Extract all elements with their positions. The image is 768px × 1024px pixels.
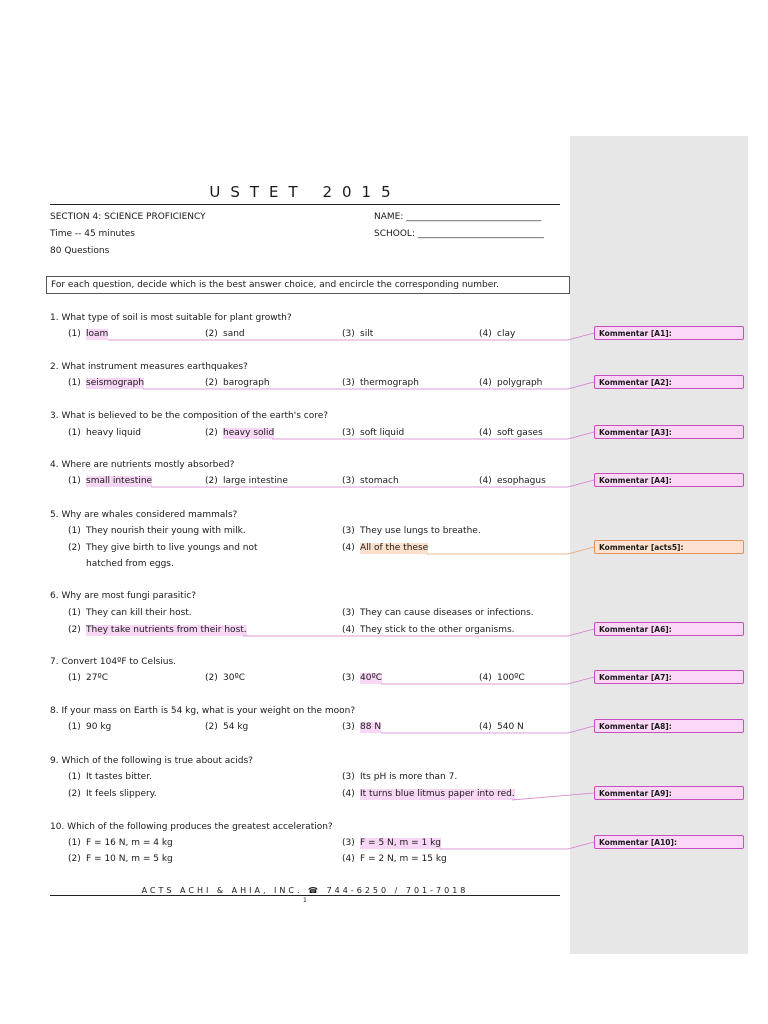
q7-option-4[interactable]: 100ºC xyxy=(497,673,525,683)
q3-option-4-num: (4) xyxy=(479,428,492,438)
q10-option-3-num: (3) xyxy=(342,838,355,848)
q2-option-2-num: (2) xyxy=(205,378,218,388)
q3-option-3-num: (3) xyxy=(342,428,355,438)
q7-option-2[interactable]: 30ºC xyxy=(223,673,245,683)
connector-acts5 xyxy=(427,547,594,554)
q4-option-2[interactable]: large intestine xyxy=(223,476,288,486)
q10-option-2[interactable]: F = 10 N, m = 5 kg xyxy=(86,854,173,864)
q2-option-3-num: (3) xyxy=(342,378,355,388)
q1-option-2-num: (2) xyxy=(205,329,218,339)
footer-rule xyxy=(50,895,560,896)
question-9: 9. Which of the following is true about acids? xyxy=(50,756,253,766)
q7-option-1-num: (1) xyxy=(68,673,81,683)
question-count: 80 Questions xyxy=(50,246,110,256)
q3-option-1-num: (1) xyxy=(68,428,81,438)
instructions-box xyxy=(46,276,570,294)
question-5: 5. Why are whales considered mammals? xyxy=(50,510,238,520)
q1-option-2[interactable]: sand xyxy=(223,329,245,339)
comment-a7[interactable]: Kommentar [A7]: xyxy=(594,670,744,684)
comment-a4[interactable]: Kommentar [A4]: xyxy=(594,473,744,487)
q3-option-3[interactable]: soft liquid xyxy=(360,428,405,438)
q4-option-4-num: (4) xyxy=(479,476,492,486)
comment-a10[interactable]: Kommentar [A10]: xyxy=(594,835,744,849)
instructions-text: For each question, decide which is the best answer choice, and encircle the corresponding number. xyxy=(51,280,499,290)
q10-option-4[interactable]: F = 2 N, m = 15 kg xyxy=(360,854,447,864)
q6-option-4[interactable]: They stick to the other organisms. xyxy=(360,625,515,635)
comment-acts5[interactable]: Kommentar [acts5]: xyxy=(594,540,744,554)
comment-a8[interactable]: Kommentar [A8]: xyxy=(594,719,744,733)
question-6: 6. Why are most fungi parasitic? xyxy=(50,591,197,601)
q4-option-4[interactable]: esophagus xyxy=(497,476,546,486)
q9-option-1-num: (1) xyxy=(68,772,81,782)
footer-company: ACTS ACHI & AHIA, INC. ☎ 744-6250 / 701-7018 xyxy=(141,886,469,895)
q10-option-1-num: (1) xyxy=(68,838,81,848)
q1-option-4-num: (4) xyxy=(479,329,492,339)
q7-option-1[interactable]: 27ºC xyxy=(86,673,108,683)
q5-option-2[interactable]: They give birth to live youngs and not xyxy=(86,543,258,553)
q10-option-2-num: (2) xyxy=(68,854,81,864)
q5-option-3[interactable]: They use lungs to breathe. xyxy=(360,526,481,536)
q1-option-3-num: (3) xyxy=(342,329,355,339)
question-10: 10. Which of the following produces the greatest acceleration? xyxy=(50,822,333,832)
q6-option-3[interactable]: They can cause diseases or infections. xyxy=(360,608,534,618)
q1-option-3[interactable]: silt xyxy=(360,329,374,339)
q9-option-2[interactable]: It feels slippery. xyxy=(86,789,157,799)
q7-option-4-num: (4) xyxy=(479,673,492,683)
q9-option-1[interactable]: It tastes bitter. xyxy=(86,772,152,782)
page-number: 1 xyxy=(303,897,307,904)
title-rule xyxy=(50,204,560,205)
q9-option-4[interactable]: It turns blue litmus paper into red. xyxy=(360,789,515,799)
q6-option-2-num: (2) xyxy=(68,625,81,635)
q6-option-2[interactable]: They take nutrients from their host. xyxy=(86,625,247,635)
q2-option-3[interactable]: thermograph xyxy=(360,378,419,388)
q4-option-3-num: (3) xyxy=(342,476,355,486)
q4-option-3[interactable]: stomach xyxy=(360,476,399,486)
q5-option-4-num: (4) xyxy=(342,543,355,553)
q10-option-1[interactable]: F = 16 N, m = 4 kg xyxy=(86,838,173,848)
question-8: 8. If your mass on Earth is 54 kg, what is your weight on the moon? xyxy=(50,706,356,716)
connector-a3 xyxy=(272,432,594,439)
q5-option-2-num: (2) xyxy=(68,543,81,553)
comment-a6[interactable]: Kommentar [A6]: xyxy=(594,622,744,636)
q7-option-3[interactable]: 40ºC xyxy=(360,673,382,683)
q9-option-3-num: (3) xyxy=(342,772,355,782)
comment-a2[interactable]: Kommentar [A2]: xyxy=(594,375,744,389)
q8-option-4-num: (4) xyxy=(479,722,492,732)
q1-option-1[interactable]: loam xyxy=(86,329,109,339)
question-4: 4. Where are nutrients mostly absorbed? xyxy=(50,460,235,470)
q8-option-4[interactable]: 540 N xyxy=(497,722,524,732)
q8-option-3-num: (3) xyxy=(342,722,355,732)
q8-option-1[interactable]: 90 kg xyxy=(86,722,112,732)
q8-option-3[interactable]: 88 N xyxy=(360,722,382,732)
q1-option-4[interactable]: clay xyxy=(497,329,516,339)
q3-option-2-num: (2) xyxy=(205,428,218,438)
q5-option-2-cont[interactable]: hatched from eggs. xyxy=(86,559,174,569)
q2-option-4-num: (4) xyxy=(479,378,492,388)
question-2: 2. What instrument measures earthquakes? xyxy=(50,362,248,372)
q7-option-2-num: (2) xyxy=(205,673,218,683)
q8-option-2[interactable]: 54 kg xyxy=(223,722,249,732)
q9-option-3[interactable]: Its pH is more than 7. xyxy=(360,772,458,782)
comment-a1[interactable]: Kommentar [A1]: xyxy=(594,326,744,340)
q9-option-4-num: (4) xyxy=(342,789,355,799)
question-3: 3. What is believed to be the composition of the earth's core? xyxy=(50,411,329,421)
q8-option-1-num: (1) xyxy=(68,722,81,732)
q8-option-2-num: (2) xyxy=(205,722,218,732)
time-label: Time -- 45 minutes xyxy=(50,229,135,239)
q10-option-4-num: (4) xyxy=(342,854,355,864)
document-title: USTET 2015 xyxy=(209,183,401,201)
question-1: 1. What type of soil is most suitable for plant growth? xyxy=(50,313,292,323)
q5-option-1-num: (1) xyxy=(68,526,81,536)
q3-option-2[interactable]: heavy solid xyxy=(223,428,275,438)
q5-option-1[interactable]: They nourish their young with milk. xyxy=(86,526,246,536)
q4-option-1[interactable]: small intestine xyxy=(86,476,153,486)
comment-a3[interactable]: Kommentar [A3]: xyxy=(594,425,744,439)
q9-option-2-num: (2) xyxy=(68,789,81,799)
q6-option-1-num: (1) xyxy=(68,608,81,618)
name-field[interactable]: NAME: ______________________________ xyxy=(374,212,542,222)
section-label: SECTION 4: SCIENCE PROFICIENCY xyxy=(50,212,206,222)
q4-option-2-num: (2) xyxy=(205,476,218,486)
q6-option-4-num: (4) xyxy=(342,625,355,635)
q6-option-1[interactable]: They can kill their host. xyxy=(86,608,192,618)
q2-option-2[interactable]: barograph xyxy=(223,378,270,388)
q1-option-1-num: (1) xyxy=(68,329,81,339)
q5-option-3-num: (3) xyxy=(342,526,355,536)
q5-option-4[interactable]: All of the these xyxy=(360,543,429,553)
q6-option-3-num: (3) xyxy=(342,608,355,618)
q3-option-1[interactable]: heavy liquid xyxy=(86,428,141,438)
q2-option-1-num: (1) xyxy=(68,378,81,388)
q7-option-3-num: (3) xyxy=(342,673,355,683)
question-7: 7. Convert 104ºF to Celsius. xyxy=(50,657,177,667)
q2-option-4[interactable]: polygraph xyxy=(497,378,543,388)
q3-option-4[interactable]: soft gases xyxy=(497,428,543,438)
q10-option-3[interactable]: F = 5 N, m = 1 kg xyxy=(360,838,442,848)
comment-a9[interactable]: Kommentar [A9]: xyxy=(594,786,744,800)
q2-option-1[interactable]: seismograph xyxy=(86,378,145,388)
q4-option-1-num: (1) xyxy=(68,476,81,486)
school-field[interactable]: SCHOOL: ____________________________ xyxy=(374,229,544,239)
